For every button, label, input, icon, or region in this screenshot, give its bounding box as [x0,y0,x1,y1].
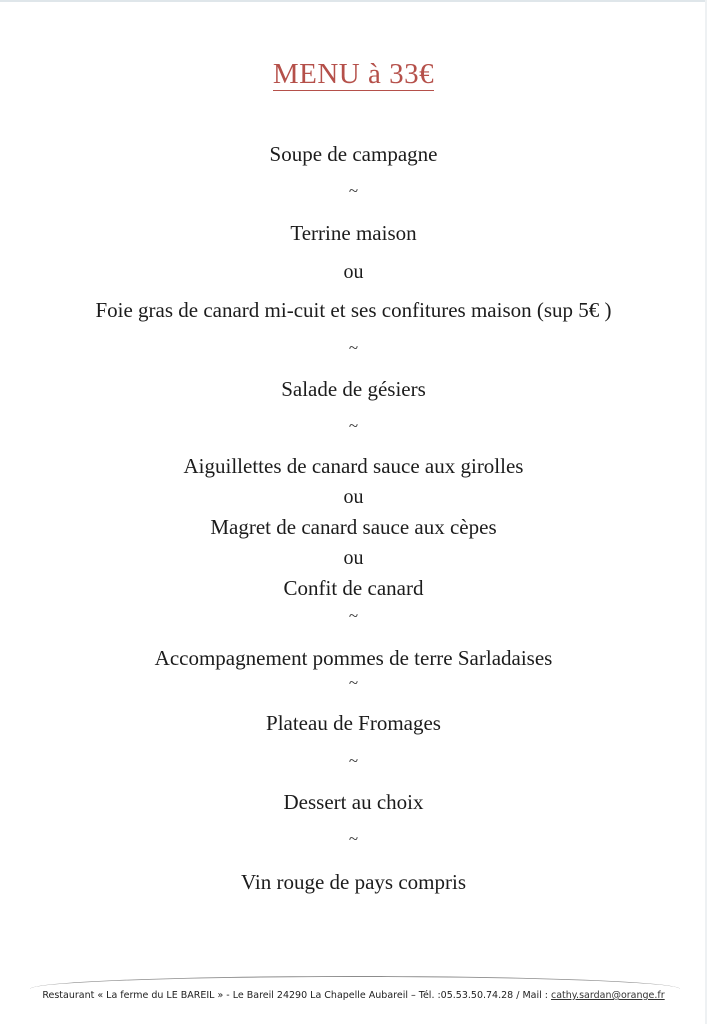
menu-separator: ~ [348,829,359,848]
menu-line-magret: Magret de canard sauce aux cèpes [210,515,497,539]
menu-title [0,58,707,91]
footer-address: Restaurant « La ferme du LE BAREIL » - Le Bareil 24290 La Chapelle Aubareil – Tél. :05.53.50.74.28 / Mail : [42,990,551,1001]
footer-divider [30,976,680,989]
menu-separator: ~ [348,673,359,692]
menu-line-terrine: Terrine maison [290,221,417,245]
menu-line-confit: Confit de canard [283,576,424,600]
menu-line-aiguillettes: Aiguillettes de canard sauce aux girolles [183,454,524,478]
menu-line-fromages: Plateau de Fromages [266,711,441,735]
menu-line-dessert: Dessert au choix [283,790,424,814]
menu-conjunction: ou [343,547,364,569]
menu-separator: ~ [348,181,359,200]
footer-mail-link[interactable]: cathy.sardan@orange.fr [551,990,665,1001]
menu-line-accompagnement: Accompagnement pommes de terre Sarladaises [154,646,553,670]
menu-conjunction: ou [343,261,364,283]
menu-title-text: MENU à 33€ [272,58,435,90]
menu-line-salade: Salade de gésiers [281,377,426,401]
menu-separator: ~ [348,416,359,435]
page-top-edge [0,0,707,2]
footer-contact [0,990,707,1001]
menu-conjunction: ou [343,486,364,508]
menu-line-vin: Vin rouge de pays compris [240,870,467,894]
menu-line-soupe: Soupe de campagne [269,142,438,166]
menu-separator: ~ [348,751,359,770]
menu-separator: ~ [348,338,359,357]
menu-line-foie-gras: Foie gras de canard mi-cuit et ses confitures maison (sup 5€ ) [95,298,612,322]
menu-separator: ~ [348,606,359,625]
